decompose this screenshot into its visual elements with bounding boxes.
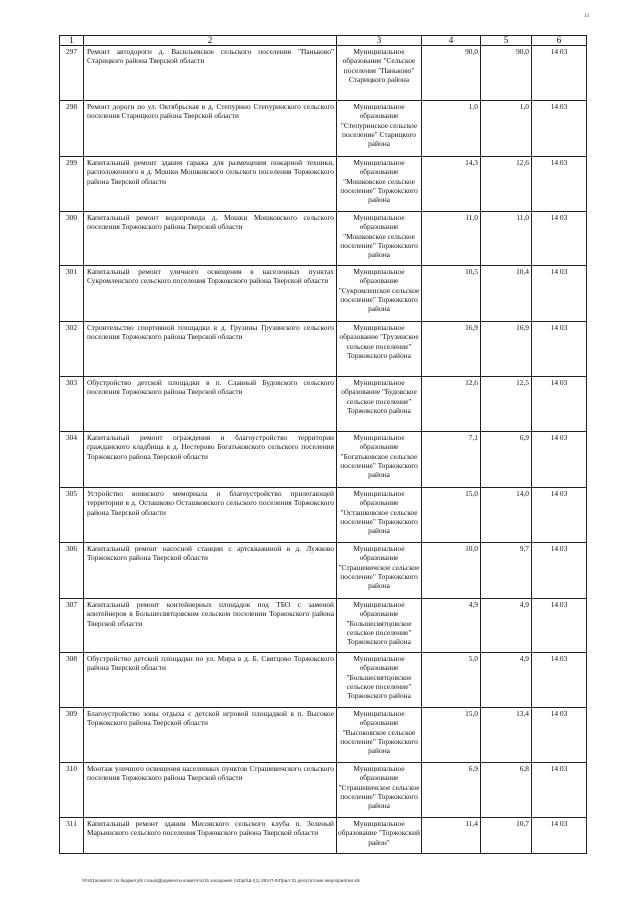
amount-actual: 14,0 [481,488,532,543]
table-row [60,101,587,157]
item-description: Капитальный ремонт контейнерных площадок под ТБО с заменой контейнеров в Большесвятцовском сельском поселении Торжокского района Тверской области [84,599,337,653]
row-number: 299 [60,157,84,212]
municipality: Муниципальное образование "Грузинское сельское поселение" Торжокского района [337,322,422,377]
municipality: Муниципальное образование "Большесвятцовское сельское поселение" Торжокского района [337,653,422,708]
budget-code: 14 03 [532,432,587,488]
amount-actual: 9,7 [481,543,532,599]
table-row [60,432,587,488]
amount-actual: 12,6 [481,157,532,212]
column-header: 5 [481,36,532,46]
column-header: 2 [84,36,337,46]
budget-code: 14 03 [532,488,587,543]
amount-planned: 15,0 [422,708,481,763]
municipality: Муниципальное образование "Торжокский район" [337,818,422,854]
expenditure-table [59,35,587,854]
item-description: Благоустройство зоны отдыха с детской игровой площадкой в п. Высокое Торжокского района Тверской области [84,708,337,763]
amount-planned: 7,1 [422,432,481,488]
row-number: 307 [60,599,84,653]
budget-code: 14 03 [532,157,587,212]
municipality: Муниципальное образование "Сукромленское сельское поселение" Торжокского района [337,266,422,322]
municipality: Муниципальное образование "Будовское сельское поселение" Торжокского района [337,377,422,432]
amount-actual: 90,0 [481,46,532,101]
amount-planned: 5,0 [422,653,481,708]
amount-planned: 6,9 [422,763,481,818]
budget-code: 14 03 [532,212,587,266]
row-number: 306 [60,543,84,599]
amount-planned: 12,6 [422,377,481,432]
budget-code: 14 03 [532,266,587,322]
page-number: 33 [584,14,589,19]
budget-code: 14 03 [532,101,587,157]
item-description: Строительство спортивной площадки в д. Грузины Грузинского сельского поселения Торжокского района Тверской области [84,322,337,377]
item-description: Капитальный ремонт уличного освещения в населенных пунктах Сукромленского сельского поселения Торжокского района Тверской области [84,266,337,322]
budget-code: 14 03 [532,377,587,432]
row-number: 297 [60,46,84,101]
amount-actual: 1,0 [481,101,532,157]
budget-code: 14 03 [532,599,587,653]
municipality: Муниципальное образование "Большесвятцовское сельское поселение" Торжокского района [337,599,422,653]
item-description: Обустройство детской площадки по ул. Мира в д. Б. Святцово Торжокского района Тверской области [84,653,337,708]
table-row [60,543,587,599]
municipality: Муниципальное образование "Мошковское сельское поселение" Торжокского района [337,212,422,266]
municipality: Муниципальное образование "Богатьковское сельское поселение" Торжокского района [337,432,422,488]
row-number: 304 [60,432,84,488]
row-number: 311 [60,818,84,854]
item-description: Ремонт дороги по ул. Октябрьская в д. Степурино Степуринского сельского поселения Старицкого района Тверской области [84,101,337,157]
table-row [60,653,587,708]
amount-actual: 4,9 [481,653,532,708]
item-description: Капитальный ремонт насосной станции с артскважиной в д. Лужково Торжокского района Тверской области [84,543,337,599]
budget-code: 14 03 [532,46,587,101]
amount-actual: 4,9 [481,599,532,653]
table-row [60,266,587,322]
amount-actual: 10,4 [481,266,532,322]
amount-planned: 16,9 [422,322,481,377]
row-number: 310 [60,763,84,818]
amount-planned: 10,0 [422,543,481,599]
municipality: Муниципальное образование "Мошковское сельское поселение" Торжокского района [337,157,422,212]
table-row [60,818,587,854]
row-number: 301 [60,266,84,322]
table-row [60,377,587,432]
amount-planned: 15,0 [422,488,481,543]
column-header: 4 [422,36,481,46]
column-header: 6 [532,36,587,46]
row-number: 300 [60,212,84,266]
table-row [60,708,587,763]
municipality: Муниципальное образование "Страшевичское сельское поселение" Торжокского района [337,543,422,599]
file-path-footer: \\Fs01\комитет по бюджету\6 созыв\Документы комитета\15 заседание (43\pr\Ш-\(1) 282-П-6\Прил 31 депутатские мероприятия.xls [82,878,360,883]
row-number: 308 [60,653,84,708]
municipality: Муниципальное образование "Степуринское сельское поселение" Старицкого района [337,101,422,157]
table-row [60,212,587,266]
municipality: Муниципальное образование "Высоковское сельское поселение" Торжокского района [337,708,422,763]
table-header-row [60,36,587,46]
item-description: Обустройство детской площадки в п. Славный Будовского сельского поселения Торжокского района Тверской области [84,377,337,432]
item-description: Капитальный ремонт здания Мисовского сельского клуба п. Зеленый Марьинского сельского поселения Торжокского района Тверской области [84,818,337,854]
amount-planned: 11,0 [422,212,481,266]
table-row [60,46,587,101]
row-number: 302 [60,322,84,377]
table-row [60,488,587,543]
amount-planned: 1,0 [422,101,481,157]
amount-actual: 6,9 [481,432,532,488]
budget-code: 14 03 [532,653,587,708]
column-header: 3 [337,36,422,46]
row-number: 298 [60,101,84,157]
amount-actual: 10,7 [481,818,532,854]
amount-planned: 10,5 [422,266,481,322]
row-number: 305 [60,488,84,543]
budget-code: 14 03 [532,818,587,854]
budget-code: 14 03 [532,543,587,599]
row-number: 309 [60,708,84,763]
item-description: Монтаж уличного освещения населенных пунктов Страшевичского сельского поселения Торжокского района Тверской области [84,763,337,818]
table-row [60,322,587,377]
row-number: 303 [60,377,84,432]
budget-code: 14 03 [532,763,587,818]
amount-actual: 13,4 [481,708,532,763]
table-row [60,599,587,653]
amount-actual: 16,9 [481,322,532,377]
column-header: 1 [60,36,84,46]
item-description: Капитальный ремонт здания гаража для размещения пожарной техники, расположенного в д. Мошки Мошковского сельского поселения Торжокского района Тверской области [84,157,337,212]
amount-planned: 90,0 [422,46,481,101]
amount-actual: 6,8 [481,763,532,818]
municipality: Муниципальное образование "Осташковское сельское поселение" Торжокского района [337,488,422,543]
budget-code: 14 03 [532,708,587,763]
amount-planned: 11,4 [422,818,481,854]
table-row [60,157,587,212]
amount-planned: 14,3 [422,157,481,212]
item-description: Капитальный ремонт ограждения и благоустройство территории гражданского кладбища в д. Нестерово Богатьковского сельского поселения Торжокского района Тверской области [84,432,337,488]
municipality: Муниципальное образование "Сельское поселение "Паньково" Старицкого района [337,46,422,101]
municipality: Муниципальное образование "Страшевичское сельское поселение" Торжокского района [337,763,422,818]
budget-code: 14 03 [532,322,587,377]
item-description: Устройство воинского мемориала и благоустройство прилегающей территории в д. Осташково Осташковского сельского поселения Торжокского района Тверской области [84,488,337,543]
amount-planned: 4,9 [422,599,481,653]
amount-actual: 12,5 [481,377,532,432]
item-description: Ремонт автодороги д. Васильевское сельского поселения "Паньково" Старицкого района Тверской области [84,46,337,101]
item-description: Капитальный ремонт водопровода д. Мошки Мошковского сельского поселения Торжокского района Тверской области [84,212,337,266]
amount-actual: 11,0 [481,212,532,266]
table-row [60,763,587,818]
